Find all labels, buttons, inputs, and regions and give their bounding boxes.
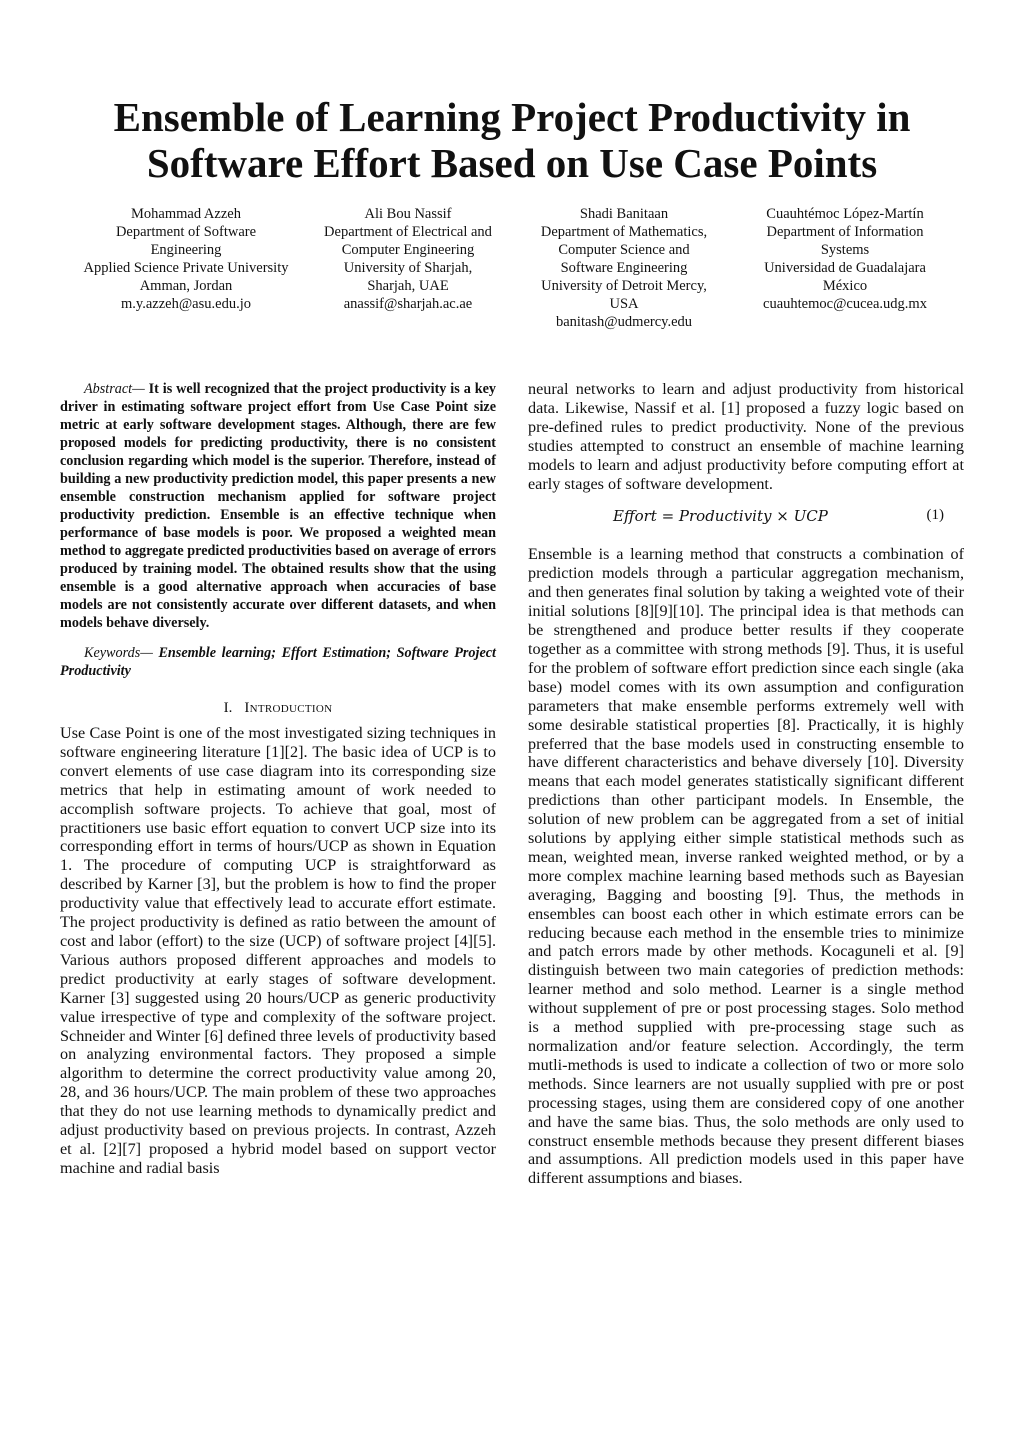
author-affiliation-line: USA [609,296,639,312]
abstract-text: It is well recognized that the project productivity is a key driver in estimating software project effort from Use Case Point size metric at early software development stages. Although, there are few proposed models for predicting productivity, there is no consistent conclusion regarding which model is the superior. Therefore, instead of building a new productivity prediction model, this paper presents a new ensemble construction mechanism applied for software project productivity prediction. Ensemble is an effective technique when performance of base models is poor. We proposed a weighted mean method to aggregate predicted productivities based on average of errors produced by training model. The obtained results show that the using ensemble is a good alternative approach when accuracies of base models are not consistently accurate over different datasets, and when models behave diversely. [60,381,496,631]
author-affiliation-line: Engineering [150,242,222,258]
author-affiliation-line: Amman, Jordan [139,278,233,294]
abstract-label: Abstract— [84,381,145,397]
author-affiliation-line: Department of Software [115,224,257,240]
paper-title [60,94,964,186]
author-affiliation-line: Sharjah, UAE [367,278,449,294]
equation-1 [528,507,964,533]
author-3 [509,205,739,331]
right-column [528,380,964,1188]
author-email: m.y.azzeh@asu.edu.jo [121,296,251,312]
author-affiliation-line: Applied Science Private University [83,260,289,276]
intro-paragraph: Use Case Point is one of the most investigated sizing techniques in software engineering literature [1][2]. The basic idea of UCP is to convert elements of use case diagram into its corresponding size metrics that help in estimating amount of work needed to accomplish software projects. To achieve that goal, most of practitioners use basic effort equation to convert UCP size into its corresponding effort in terms of hours/UCP as shown in Equation 1. The procedure of computing UCP is straightforward as described by Karner [3], but the problem is how to find the proper productivity value that effectively lead to accurate effort estimate. The project productivity is defined as ratio between the amount of cost and labor (effort) to the size (UCP) of software project [4][5]. Various authors proposed different approaches and models to predict productivity at early stages of software development. Karner [3] suggested using 20 hours/UCP as generic productivity value irrespective of type and complexity of the software project. Schneider and Winter [6] defined three levels of productivity based on analyzing environmental factors. They proposed a simple algorithm to determine the correct productivity value among 20, 28, and 36 hours/UCP. The main problem of these two approaches that they do not use learning methods to dynamically predict and adjust productivity based on previous projects. In contrast, Azzeh et al. [2][7] proposed a hybrid model based on support vector machine and radial basis [60,724,496,1177]
author-name: Ali Bou Nassif [364,206,452,222]
keywords-text: Ensemble learning; Effort Estimation; Software Project Productivity [60,645,496,679]
section-number: I. [223,700,233,716]
abstract [60,380,496,632]
author-email: anassif@sharjah.ac.ae [343,296,473,312]
title-line-1: Ensemble of Learning Project Productivity in [113,94,911,140]
section-heading [60,698,496,718]
author-email: banitash@udmercy.edu [555,314,693,330]
author-affiliation-line: Systems [820,242,870,258]
author-name: Cuauhtémoc López-Martín [766,206,924,222]
author-affiliation-line: University of Sharjah, [343,260,473,276]
author-1 [71,205,301,313]
author-affiliation-line: Department of Information [766,224,924,240]
equation-number: (1) [926,507,944,524]
author-4 [730,205,960,313]
author-affiliation-line: Department of Mathematics, [540,224,708,240]
author-name: Shadi Banitaan [579,206,669,222]
author-2 [293,205,523,313]
body-paragraph: Ensemble is a learning method that constructs a combination of prediction models through a particular aggregation mechanism, and then generates final solution by taking a weighted vote of their initial solutions [8][9][10]. The principal idea is that methods can be strengthened and produce better results if they cooperate together as a committee with strong methods [9]. Thus, it is useful for the problem of software effort prediction since each single (aka base) model comes with its own assumption and configuration parameters that make ensemble performs extremely well with some desirable statistical properties [8]. Practically, it is highly preferred that the base models used in constructing ensemble to have different characteristics and behave diversely [10]. Diversity means that each model generates statistically significant different predictions than other participant models. In Ensemble, the solution of new problem can be aggregated from a set of initial solutions by applying either simple statistical methods such as mean, weighted mean, inverse ranked weighted method, or by a more complex machine learning based methods such as Bayesian averaging, Bagging and boosting [9]. Thus, the methods in ensembles can boost each other in which estimate errors can be reducing because each method in the ensemble tries to minimize and patch errors made by other methods. Kocaguneli et al. [9] distinguish between two main categories of prediction methods: learner method and solo method. Learner is a single method without supplement of pre or post processing stages. Solo method is a method supplied with pre-processing stage such as normalization and/or feature selection. Accordingly, the term mutli-methods is used to indicate a collection of two or more solo methods. Since learners are not usually supplied with pre or post processing stages, using them are considered copy of one another and have the same bias. Thus, the solo methods are only used to construct ensemble methods because they present different biases and assumptions. All prediction models used in this paper have different assumptions and biases. [528,545,964,1188]
author-affiliation-line: Universidad de Guadalajara [764,260,926,276]
author-affiliation-line: México [822,278,868,294]
left-column [60,380,496,1178]
author-name: Mohammad Azzeh [131,206,241,222]
body-paragraph: neural networks to learn and adjust productivity from historical data. Likewise, Nassif et al. [1] proposed a fuzzy logic based on pre-defined rules to predict productivity. None of the previous studies attempted to construct an ensemble of machine learning models to learn and adjust productivity before computing effort at early stages of software development. [528,380,964,493]
author-affiliation-line: Computer Engineering [341,242,475,258]
author-affiliation-line: University of Detroit Mercy, [541,278,707,294]
title-line-2: Software Effort Based on Use Case Points [146,140,878,186]
author-affiliation-line: Software Engineering [560,260,688,276]
keywords [60,644,496,680]
author-email: cuauhtemoc@cucea.udg.mx [763,296,927,312]
author-block [60,205,964,335]
author-affiliation-line: Computer Science and [558,242,690,258]
equation-text: Effort = Productivity × UCP [613,507,828,526]
author-affiliation-line: Department of Electrical and [324,224,492,240]
keywords-label: Keywords— [84,645,153,661]
section-title: Introduction [244,700,333,716]
